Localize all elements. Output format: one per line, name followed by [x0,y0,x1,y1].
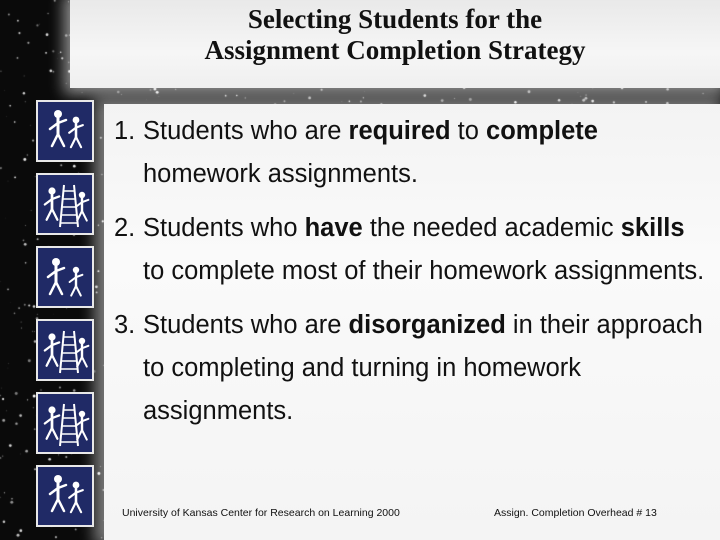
climbing-figures-icon [36,465,94,527]
icon-strip [36,100,98,538]
item-text: Students who are [143,311,349,339]
item-number: 1. [114,117,136,145]
climbing-figures-icon [36,100,94,162]
emphasis-text: complete [486,117,598,145]
title-line-1: Selecting Students for the [247,4,543,34]
item-text: the needed academic [362,214,621,242]
item-text: to complete most of their homework assignments. [143,257,705,285]
item-text: homework assignments. [143,160,418,188]
emphasis-text: skills [620,214,685,242]
item-text: to [450,117,487,145]
title-line-2: Assignment Completion Strategy [204,35,586,65]
emphasis-text: have [304,214,363,242]
ladder-figures-icon [36,319,94,381]
ladder-figures-icon [36,173,94,235]
helping-figures-icon [36,246,94,308]
item-text: in their approach to completing and turning in homework assignments. [143,311,703,425]
criteria-item [114,110,710,196]
item-text: Students who [143,214,305,242]
criteria-item [114,207,710,293]
item-text: Students who are [143,117,349,145]
slide-title [70,4,720,66]
footer-overhead-number: Assign. Completion Overhead # 13 [494,507,657,519]
item-number: 2. [114,214,136,242]
ladder-climbers-icon [36,392,94,454]
emphasis-text: required [348,117,451,145]
emphasis-text: disorganized [348,311,506,339]
criteria-item [114,304,710,433]
criteria-list [114,110,710,444]
footer-credit: University of Kansas Center for Research on Learning 2000 [122,507,400,519]
item-number: 3. [114,311,136,339]
